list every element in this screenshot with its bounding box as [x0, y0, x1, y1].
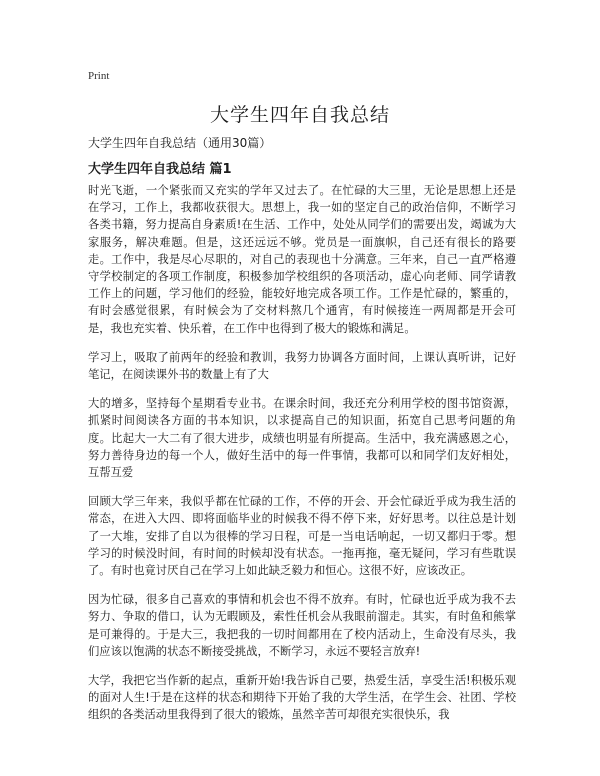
- paragraph-2: 学习上，吸取了前两年的经验和教训，我努力协调各方面时间，上课认真听讲，记好笔记，在阅读课外书的数量上有了大: [88, 350, 516, 382]
- document-subtitle: 大学生四年自我总结（通用30篇）: [88, 136, 272, 150]
- document-title: 大学生四年自我总结: [209, 104, 390, 126]
- paragraph-1: 时光飞逝，一个紧张而又充实的学年又过去了。在忙碌的大三里，无论是思想上还是在学习，工作上，我都收获很大。思想上，我一如的坚定自己的政治信仰，不断学习各类书籍，努力提高自身素质!在生活、工作中，处处从同学们的需要出发，竭诚为大家服务，解决难题。但是，这还远远不够。党员是一面旗帜，自己还有很长的路要走。工作中，我是尽心尽职的，对自己的表现也十分满意。三年来，自己一直严格遵守学校制定的各项工作制度，积极参加学校组织的各项活动，虚心向老师、同学请教工作上的问题，学习他们的经验，能较好地完成各项工作。工作是忙碌的，繁重的，有时会感觉很累，有时候会为了交材料熬几个通宵，有时候接连一两周都是开会可是，我也充实着、快乐着，在工作中也得到了极大的锻炼和满足。: [88, 184, 516, 335]
- paragraph-4: 回顾大学三年来，我似乎都在忙碌的工作，不停的开会、开会忙碌近乎成为我生活的常态，在进入大四、即将面临毕业的时候我不得不停下来，好好思考。以往总是计划了一大堆，安排了自以为很棒的学习日程，可是一当电话响起，一切又都归于零。想学习的时候没时间，有时间的时候却没有状态。一拖再拖，毫无疑问，学习有些耽误了。有时也竟讨厌自己在学习上如此缺乏毅力和恒心。这很不好，应该改正。: [88, 495, 516, 578]
- paragraph-3: 大的增多，坚持每个星期看专业书。在课余时间，我还充分利用学校的图书馆资源，抓紧时间阅读各方面的书本知识，以求提高自己的知识面，拓宽自己思考问题的角度。比起大一大二有了很大进步，成绩也明显有所提高。生活中，我充满感恩之心，努力善待身边的每一个人，做好生活中的每一件事情，我都可以和同学们友好相处，互帮互爱: [88, 397, 516, 480]
- section-heading: 大学生四年自我总结 篇1: [88, 162, 232, 177]
- paragraph-6: 大学，我把它当作新的起点，重新开始!我告诉自己要，热爱生活，享受生活!积极乐观的面对人生!于是在这样的状态和期待下开始了我的大学生活，在学生会、社团、学校组织的各类活动里我得到了很大的锻炼，虽然辛苦可却很充实很快乐，我: [88, 674, 516, 722]
- print-link[interactable]: Print: [88, 70, 110, 82]
- paragraph-5: 因为忙碌，很多自己喜欢的事情和机会也不得不放弃。有时，忙碌也近乎成为我不去努力、争取的借口，认为无暇顾及，索性任机会从我眼前溜走。其实，有时鱼和熊掌是可兼得的。于是大三，我把我的一切时间都用在了校内活动上，生命没有尽头，我们应该以饱满的状态不断接受挑战，不断学习，永远不要轻言放弃!: [88, 593, 516, 658]
- document-body: [88, 182, 516, 736]
